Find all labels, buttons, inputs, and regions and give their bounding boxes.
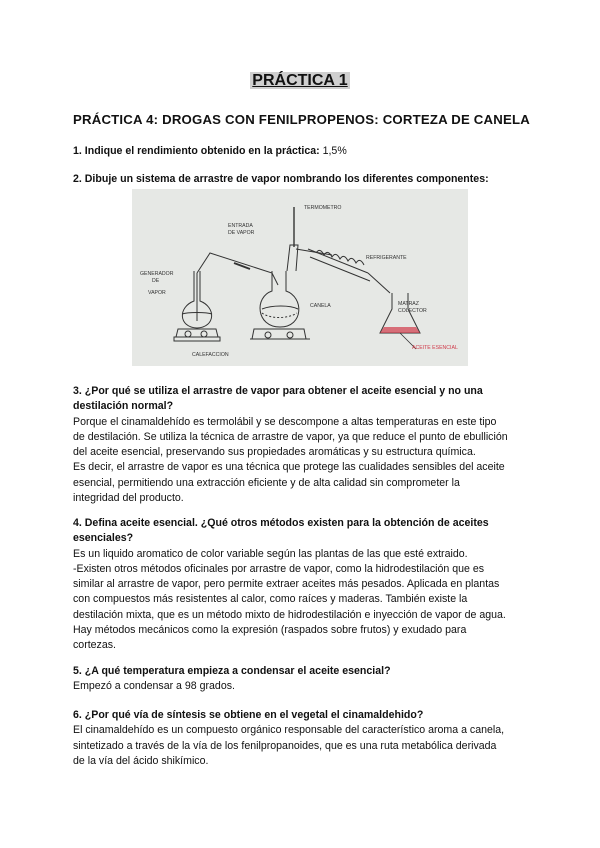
label-termometro: TERMOMETRO xyxy=(304,205,342,211)
answer-3-line: de destilación. Se utiliza la técnica de arrastre de vapor, ya que reduce el punto de ebullición xyxy=(73,430,508,443)
flask-liquid xyxy=(262,306,298,309)
question-3-text: 3. ¿Por qué se utiliza el arrastre de vapor para obtener el aceite esencial y no una destilación normal? xyxy=(73,385,483,413)
answer-6-line: sintetizado a través de la vía de los fenilpropanoides, que es una ruta metabólica derivada xyxy=(73,739,497,752)
question-1-text: 1. Indique el rendimiento obtenido en la práctica: xyxy=(73,145,320,157)
answer-4-line: con compuestos más resistentes al calor, como raíces y maderas. También existe la xyxy=(73,593,468,606)
heater-knob-left xyxy=(185,331,191,337)
answer-4-line: similar al arrastre de vapor, pero permite extraer aceites más pesados. Aplicada en plantas xyxy=(73,578,500,591)
steam-distillation-drawing xyxy=(132,189,468,366)
answer-6-line: de la vía del ácido shikímico. xyxy=(73,754,209,767)
condenser-jacket xyxy=(308,249,370,281)
label-colector: COLECTOR xyxy=(398,308,427,314)
steam-tube xyxy=(197,253,278,285)
heater-knob-left-2 xyxy=(201,331,207,337)
label-canela: CANELA xyxy=(310,303,331,309)
answer-3-line: esencial, permitiendo una extracción eficiente y de alta calidad sin comprometer la xyxy=(73,476,460,489)
heater-center xyxy=(252,329,306,339)
label-vapor: VAPOR xyxy=(148,290,166,296)
heater-knob-center xyxy=(265,332,271,338)
essential-oil-fill xyxy=(380,327,420,333)
question-6 xyxy=(73,708,528,769)
adapter xyxy=(368,273,390,293)
answer-5-line: Empezó a condensar a 98 grados. xyxy=(73,680,235,693)
answer-4-line: Hay métodos mecánicos como la expresión (raspados sobre frutos) y exudado para xyxy=(73,624,467,637)
question-3 xyxy=(73,384,528,506)
answer-6-line: El cinamaldehído es un compuesto orgánico responsable del característico aroma a canela, xyxy=(73,724,505,737)
heater-plate-left xyxy=(174,337,220,341)
label-de: DE xyxy=(152,278,160,284)
page-title xyxy=(0,72,600,90)
answer-4-line: destilación mixta, que es un método mixto de hidrodestilación e inyección de vapor de agua. xyxy=(73,608,506,621)
answer-3-line: integridad del producto. xyxy=(73,492,184,505)
label-de-vapor: DE VAPOR xyxy=(228,230,255,236)
cinnamon-mass xyxy=(262,313,297,318)
answer-3-line: del aceite esencial, preservando sus propiedades aromáticas y su estructura química. xyxy=(73,446,476,459)
page-title-text: PRÁCTICA 1 xyxy=(252,72,348,89)
heater-base-left xyxy=(176,329,218,337)
label-matraz: MATRAZ xyxy=(398,301,419,307)
practice-subtitle: PRÁCTICA 4: DROGAS CON FENILPROPENOS: CORTEZA DE CANELA xyxy=(73,112,530,127)
answer-4-line: Es un liquido aromatico de color variable según las plantas de las que esté extraido. xyxy=(73,547,468,560)
label-aceite-esencial: ACEITE ESENCIAL xyxy=(412,345,458,351)
answer-4-line: cortezas. xyxy=(73,639,116,652)
label-generador: GENERADOR xyxy=(140,271,174,277)
label-calefaccion: CALEFACCION xyxy=(192,352,229,358)
question-4-text: 4. Defina aceite esencial. ¿Qué otros métodos existen para la obtención de aceites esenciales? xyxy=(73,517,489,545)
question-4 xyxy=(73,516,528,654)
question-2 xyxy=(73,172,528,187)
question-1 xyxy=(73,144,528,159)
tube-joint xyxy=(234,263,250,269)
question-5 xyxy=(73,664,528,695)
distillation-sketch xyxy=(132,189,468,366)
label-entrada: ENTRADA xyxy=(228,223,253,229)
question-6-text: 6. ¿Por qué vía de síntesis se obtiene en el vegetal el cinamaldehido? xyxy=(73,709,424,721)
answer-4-line: -Existen otros métodos oficinales por arrastre de vapor, como la hidrodestilación que es xyxy=(73,562,485,575)
answer-3-line: Porque el cinamaldehído es termolábil y se descompone a altas temperaturas en este tipo xyxy=(73,415,497,428)
boiling-flask xyxy=(260,271,299,327)
still-arm xyxy=(296,249,332,255)
label-refrigerante: REFRIGERANTE xyxy=(366,255,407,261)
question-2-text: 2. Dibuje un sistema de arrastre de vapor nombrando los diferentes componentes: xyxy=(73,173,489,185)
heater-knob-center-2 xyxy=(287,332,293,338)
question-1-answer: 1,5% xyxy=(322,145,347,157)
answer-3-line: Es decir, el arrastre de vapor es una técnica que protege las cualidades sensibles del aceite xyxy=(73,461,505,474)
question-5-text: 5. ¿A qué temperatura empieza a condensar el aceite esencial? xyxy=(73,665,391,677)
